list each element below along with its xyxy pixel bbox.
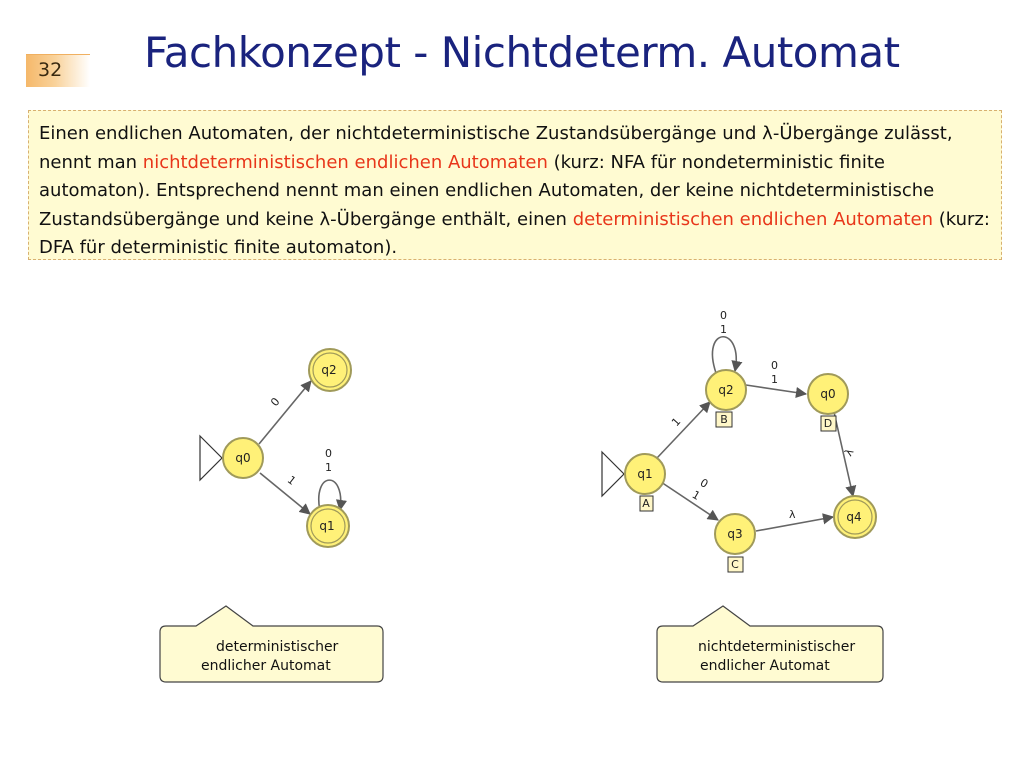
nfa-state-q0-label: q0 [820, 387, 836, 401]
dfa-diagram [200, 349, 351, 547]
slide-number: 32 [38, 59, 63, 81]
nfa-edge-label-q2-q0-line1: 0 [771, 359, 778, 372]
nfa-edge-q1-q2 [657, 402, 710, 458]
nfa-state-q2-label: q2 [718, 383, 734, 397]
nfa-state-q1-label: q1 [637, 467, 653, 481]
nfa-state-q1-tag-text: A [642, 497, 650, 510]
dfa-edge-q0-q2 [259, 381, 311, 444]
nfa-edge-label-q0-q4: λ [841, 446, 857, 459]
term-dfa: deterministischen endlichen Automaten [572, 208, 933, 230]
dfa-state-q0-label: q0 [235, 451, 251, 465]
dfa-callout [160, 606, 383, 682]
nfa-loop-q2 [712, 337, 736, 373]
nfa-edge-q2-q0 [746, 385, 806, 394]
dfa-loop-label-line1: 0 [325, 447, 332, 460]
nfa-edge-label-q1-q3-line1: 0 [697, 476, 711, 491]
dfa-callout-line2: endlicher Automat [201, 658, 331, 674]
nfa-start-marker [602, 452, 624, 496]
nfa-loop-label-line2: 1 [720, 323, 727, 336]
definition-text-1: Einen endlichen Automaten, der nichtdeterministische Zustandsübergänge und λ-Übergänge zulässt, nennt man [39, 123, 953, 173]
term-nfa: nichtdeterministischen endlichen Automaten [142, 151, 548, 173]
nfa-callout [657, 606, 883, 682]
dfa-state-q1-label: q1 [319, 519, 335, 533]
nfa-edge-label-q1-q2: 1 [669, 415, 684, 429]
nfa-edge-q1-q3 [661, 482, 718, 520]
nfa-state-q4-label: q4 [846, 510, 862, 524]
nfa-state-q2-tag-text: B [720, 413, 728, 426]
nfa-edge-label-q2-q0-line2: 1 [771, 373, 778, 386]
dfa-edge-label-q0-q2: 0 [268, 395, 283, 409]
dfa-loop-label-line2: 1 [325, 461, 332, 474]
dfa-start-marker [200, 436, 222, 480]
nfa-edge-label-q3-q4: λ [789, 508, 796, 521]
nfa-callout-line1: nichtdeterministischer [698, 639, 856, 655]
nfa-state-q0-tag-text: D [823, 417, 833, 430]
nfa-diagram [602, 309, 876, 572]
nfa-state-q3-tag-text: C [731, 558, 739, 571]
definition-text-2: (kurz: NFA für nondeterministic finite automaton). Entsprechend nennt man einen endlichen Automaten, der keine nichtdeterministische Zustandsübergänge und keine λ-Übergänge enthält, einen [39, 151, 935, 230]
definition-text-3: (kurz: DFA für deterministic finite automaton). [39, 208, 990, 258]
nfa-loop-label-line1: 0 [720, 309, 727, 322]
slide-title: Fachkonzept - Nichtdeterm. Automat [144, 28, 900, 77]
dfa-callout-line1: deterministischer [216, 639, 339, 655]
nfa-state-q3-label: q3 [727, 527, 743, 541]
dfa-edge-q0-q1 [260, 473, 310, 514]
nfa-edge-label-q1-q3-line2: 1 [689, 488, 703, 503]
nfa-callout-line2: endlicher Automat [700, 658, 830, 674]
dfa-state-q2-label: q2 [321, 363, 337, 377]
dfa-edge-label-q0-q1: 1 [284, 473, 299, 488]
